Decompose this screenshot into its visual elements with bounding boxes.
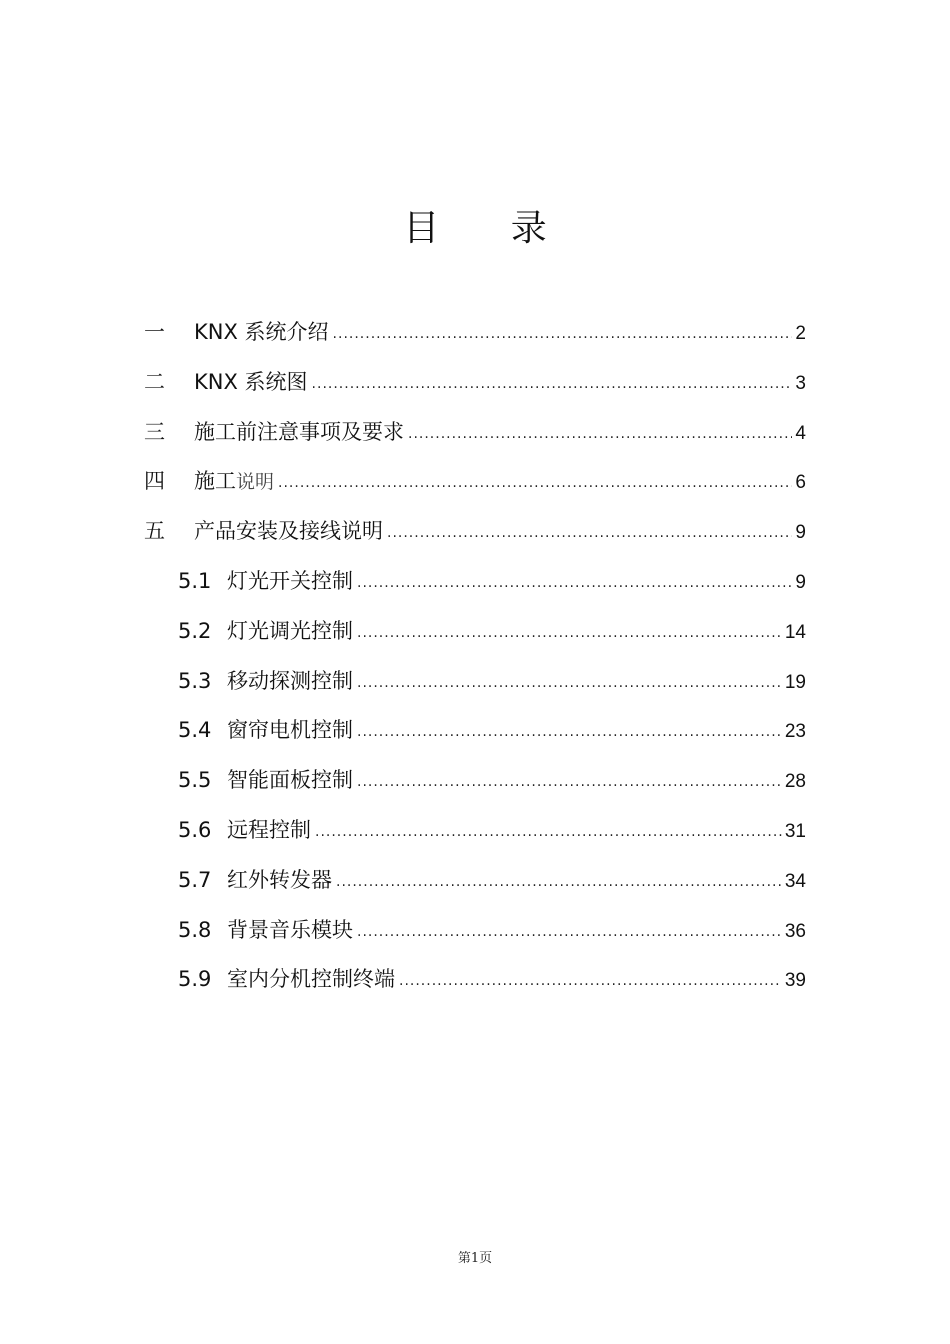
toc-entry-title-main: 施工 — [194, 469, 236, 494]
toc-entry-page: 4 — [795, 422, 806, 444]
toc-entry-title[interactable]: 移动探测控制 — [227, 668, 353, 693]
toc-entry-number: 一 — [144, 320, 165, 344]
toc-entry[interactable] — [144, 461, 806, 511]
toc-entry-title[interactable]: 灯光调光控制 — [227, 618, 353, 643]
toc-entry-title[interactable]: 远程控制 — [227, 817, 311, 842]
toc-dot-leader — [278, 463, 792, 503]
page-title: 目 录 — [403, 208, 577, 249]
toc-dot-leader — [408, 414, 792, 454]
toc-entry-title[interactable]: 智能面板控制 — [227, 768, 353, 793]
toc-entry-page: 2 — [795, 323, 806, 344]
toc-entry-number: 5.8 — [178, 917, 212, 942]
toc-dot-leader — [387, 513, 792, 553]
toc-entry-number: 5.3 — [178, 668, 212, 693]
toc-entry[interactable] — [144, 412, 806, 462]
toc-entry-page: 6 — [795, 472, 806, 494]
toc-subentry[interactable] — [144, 810, 806, 860]
toc-entry-page: 19 — [784, 671, 806, 693]
toc-entry-title[interactable]: 灯光开关控制 — [227, 568, 353, 593]
toc-entry-page: 28 — [784, 771, 806, 793]
toc-entry-page: 23 — [784, 721, 806, 743]
toc-entry-page: 34 — [784, 870, 806, 892]
toc-entry-page: 9 — [795, 522, 806, 544]
toc-entry-number: 5.2 — [178, 618, 212, 643]
toc-dot-leader — [312, 364, 793, 404]
toc-entry[interactable] — [144, 362, 806, 412]
toc-entry[interactable] — [144, 511, 806, 561]
toc-subentry[interactable] — [144, 661, 806, 711]
toc-entry-number: 5.7 — [178, 867, 212, 892]
toc-dot-leader — [333, 314, 793, 354]
toc-entry-title[interactable]: 施工前注意事项及要求 — [194, 419, 404, 444]
toc-entry[interactable] — [144, 312, 806, 362]
toc-entry-page: 3 — [795, 372, 806, 394]
toc-subentry[interactable] — [144, 860, 806, 910]
toc-entry-number: 二 — [144, 369, 165, 394]
toc-entry-title[interactable]: 红外转发器 — [227, 867, 332, 892]
toc-subentry[interactable] — [144, 959, 806, 1009]
toc-entry-page: 14 — [784, 621, 806, 643]
toc-dot-leader — [315, 812, 782, 852]
toc-entry-title[interactable] — [194, 461, 274, 502]
toc-dot-leader — [357, 613, 782, 653]
toc-entry-title[interactable]: KNX 系统图 — [194, 369, 308, 394]
table-of-contents — [144, 312, 806, 1009]
toc-entry-number: 5.6 — [178, 817, 212, 842]
toc-dot-leader — [357, 712, 782, 752]
toc-entry-number: 五 — [144, 519, 165, 544]
toc-entry-title[interactable]: 背景音乐模块 — [227, 917, 353, 942]
toc-entry-number: 四 — [144, 469, 165, 494]
toc-dot-leader — [357, 563, 792, 603]
toc-entry-title-tail: 说明 — [236, 471, 275, 494]
toc-entry-page: 36 — [784, 920, 806, 942]
toc-entry-title[interactable]: 室内分机控制终端 — [227, 967, 395, 992]
toc-dot-leader — [357, 912, 782, 952]
toc-dot-leader — [357, 762, 782, 802]
toc-entry-page: 39 — [784, 970, 806, 992]
toc-dot-leader — [399, 961, 782, 1001]
toc-subentry[interactable] — [144, 561, 806, 611]
toc-subentry[interactable] — [144, 760, 806, 810]
toc-entry-page: 31 — [784, 820, 806, 842]
toc-entry-number: 5.1 — [178, 568, 212, 593]
toc-dot-leader — [336, 862, 782, 902]
page-number-footer: 第1页 — [457, 1251, 493, 1266]
toc-entry-number: 5.5 — [178, 768, 212, 793]
toc-entry-title[interactable]: 产品安装及接线说明 — [194, 519, 383, 544]
toc-entry-number: 三 — [144, 419, 165, 444]
toc-subentry[interactable] — [144, 910, 806, 960]
toc-subentry[interactable] — [144, 611, 806, 661]
toc-entry-number: 5.4 — [178, 718, 212, 743]
toc-dot-leader — [357, 663, 782, 703]
toc-subentry[interactable] — [144, 710, 806, 760]
toc-entry-title[interactable]: KNX 系统介绍 — [194, 320, 329, 344]
toc-entry-title[interactable]: 窗帘电机控制 — [227, 718, 353, 743]
toc-entry-page: 9 — [795, 571, 806, 593]
toc-entry-number: 5.9 — [178, 967, 212, 992]
